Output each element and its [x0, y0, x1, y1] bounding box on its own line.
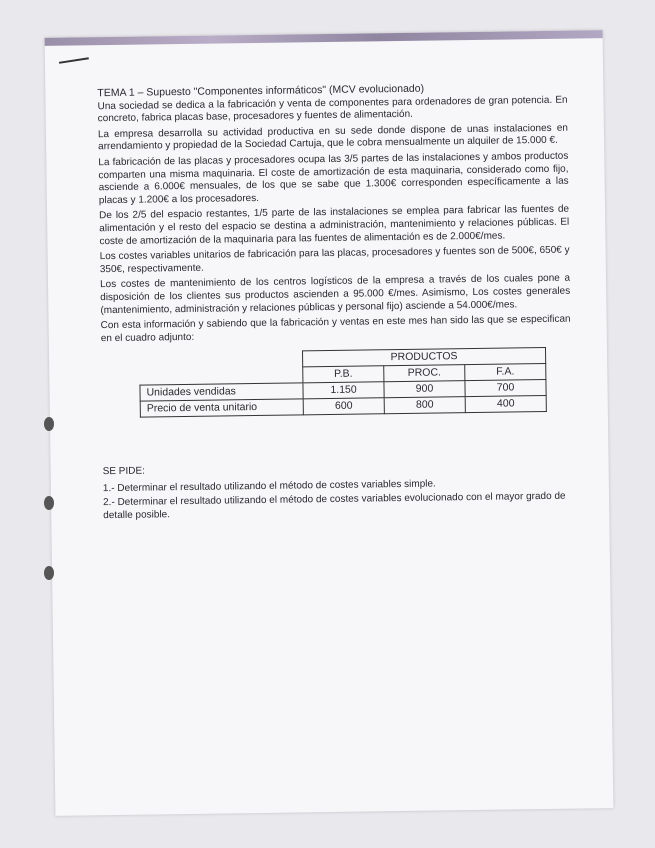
table-corner: [140, 351, 303, 385]
document-page: [45, 30, 614, 816]
document-title: TEMA 1 – Supuesto "Componentes informáticos" (MCV evolucionado): [97, 82, 425, 100]
cell-units-pb: 1.150: [303, 382, 384, 399]
page-top-edge: [45, 30, 603, 46]
table-group-header: PRODUCTOS: [302, 348, 545, 367]
paragraph-7: Con esta información y sabiendo que la fabricación y ventas en este mes han sido las que se especifican en el cuadro adjunto:: [100, 313, 571, 344]
paragraph-4: De los 2/5 del espacio restantes, 1/5 parte de las instalaciones se emplea para fabricar las fuentes de alimentación y el resto del espacio se destina a administración, mantenimiento y relaciones públicas. El coste de amortización de la maquinaria para las fuentes de alimentación es de 2.000€/mes.: [99, 203, 570, 247]
questions-section: [103, 460, 574, 523]
cell-price-fa: 400: [465, 396, 546, 413]
document-content: [97, 81, 573, 525]
cell-price-proc: 800: [384, 397, 465, 414]
paragraph-2: La empresa desarrolla su actividad productiva en su sede donde dispone de unas instalaciones en arrendamiento y propiedad de la Sociedad Cartuja, que le cobra mensualmente un alquiler de 15.000 €.: [97, 122, 568, 153]
binder-hole: [44, 417, 54, 431]
column-header-proc: PROC.: [384, 365, 465, 382]
cell-units-proc: 900: [384, 381, 465, 398]
cell-units-fa: 700: [465, 380, 546, 397]
paragraph-1: Una sociedad se dedica a la fabricación y venta de componentes para ordenadores de gran potencia. En concreto, fabrica placas base, procesadores y fuentes de alimentación.: [97, 94, 568, 125]
paragraph-3: La fabricación de las placas y procesadores ocupa las 3/5 partes de las instalaciones y ambos productos comparten una misma maquinaria. El coste de amortización de esta maquinaria, considerado como fijo, asciende a 6.000€ mensuales, de los que se sabe que 1.300€ corresponden específicamente a las placas y 1.200€ a los procesadores.: [98, 150, 569, 206]
questions-title: SE PIDE:: [102, 465, 145, 478]
column-header-fa: F.A.: [465, 364, 546, 381]
paragraph-5: Los costes variables unitarios de fabricación para las placas, procesadores y fuentes son de 500€, 650€ y 350€, respectivamente.: [99, 244, 570, 275]
question-1: 1.- Determinar el resultado utilizando el método de costes variables simple.: [102, 478, 436, 495]
pen-mark: [59, 57, 89, 64]
row-label-units: Unidades vendidas: [140, 383, 303, 401]
row-label-price: Precio de venta unitario: [140, 399, 303, 417]
binder-hole: [44, 496, 54, 510]
products-table: [139, 347, 547, 418]
question-2: 2.- Determinar el resultado utilizando el método de costes variables evolucionado con el mayor grado de detalle posible.: [103, 491, 566, 522]
cell-price-pb: 600: [303, 398, 384, 415]
column-header-pb: P.B.: [303, 366, 384, 383]
binder-hole: [44, 566, 54, 580]
paragraph-6: Los costes de mantenimiento de los centros logísticos de la empresa a través de los cuales pone a disposición de los clientes sus productos ascienden a 95.000 €/mes. Asimismo, Los costes generales (mantenimiento, administración y relaciones públicas y personal fijo) asciende a 54.000€/mes.: [99, 272, 571, 316]
